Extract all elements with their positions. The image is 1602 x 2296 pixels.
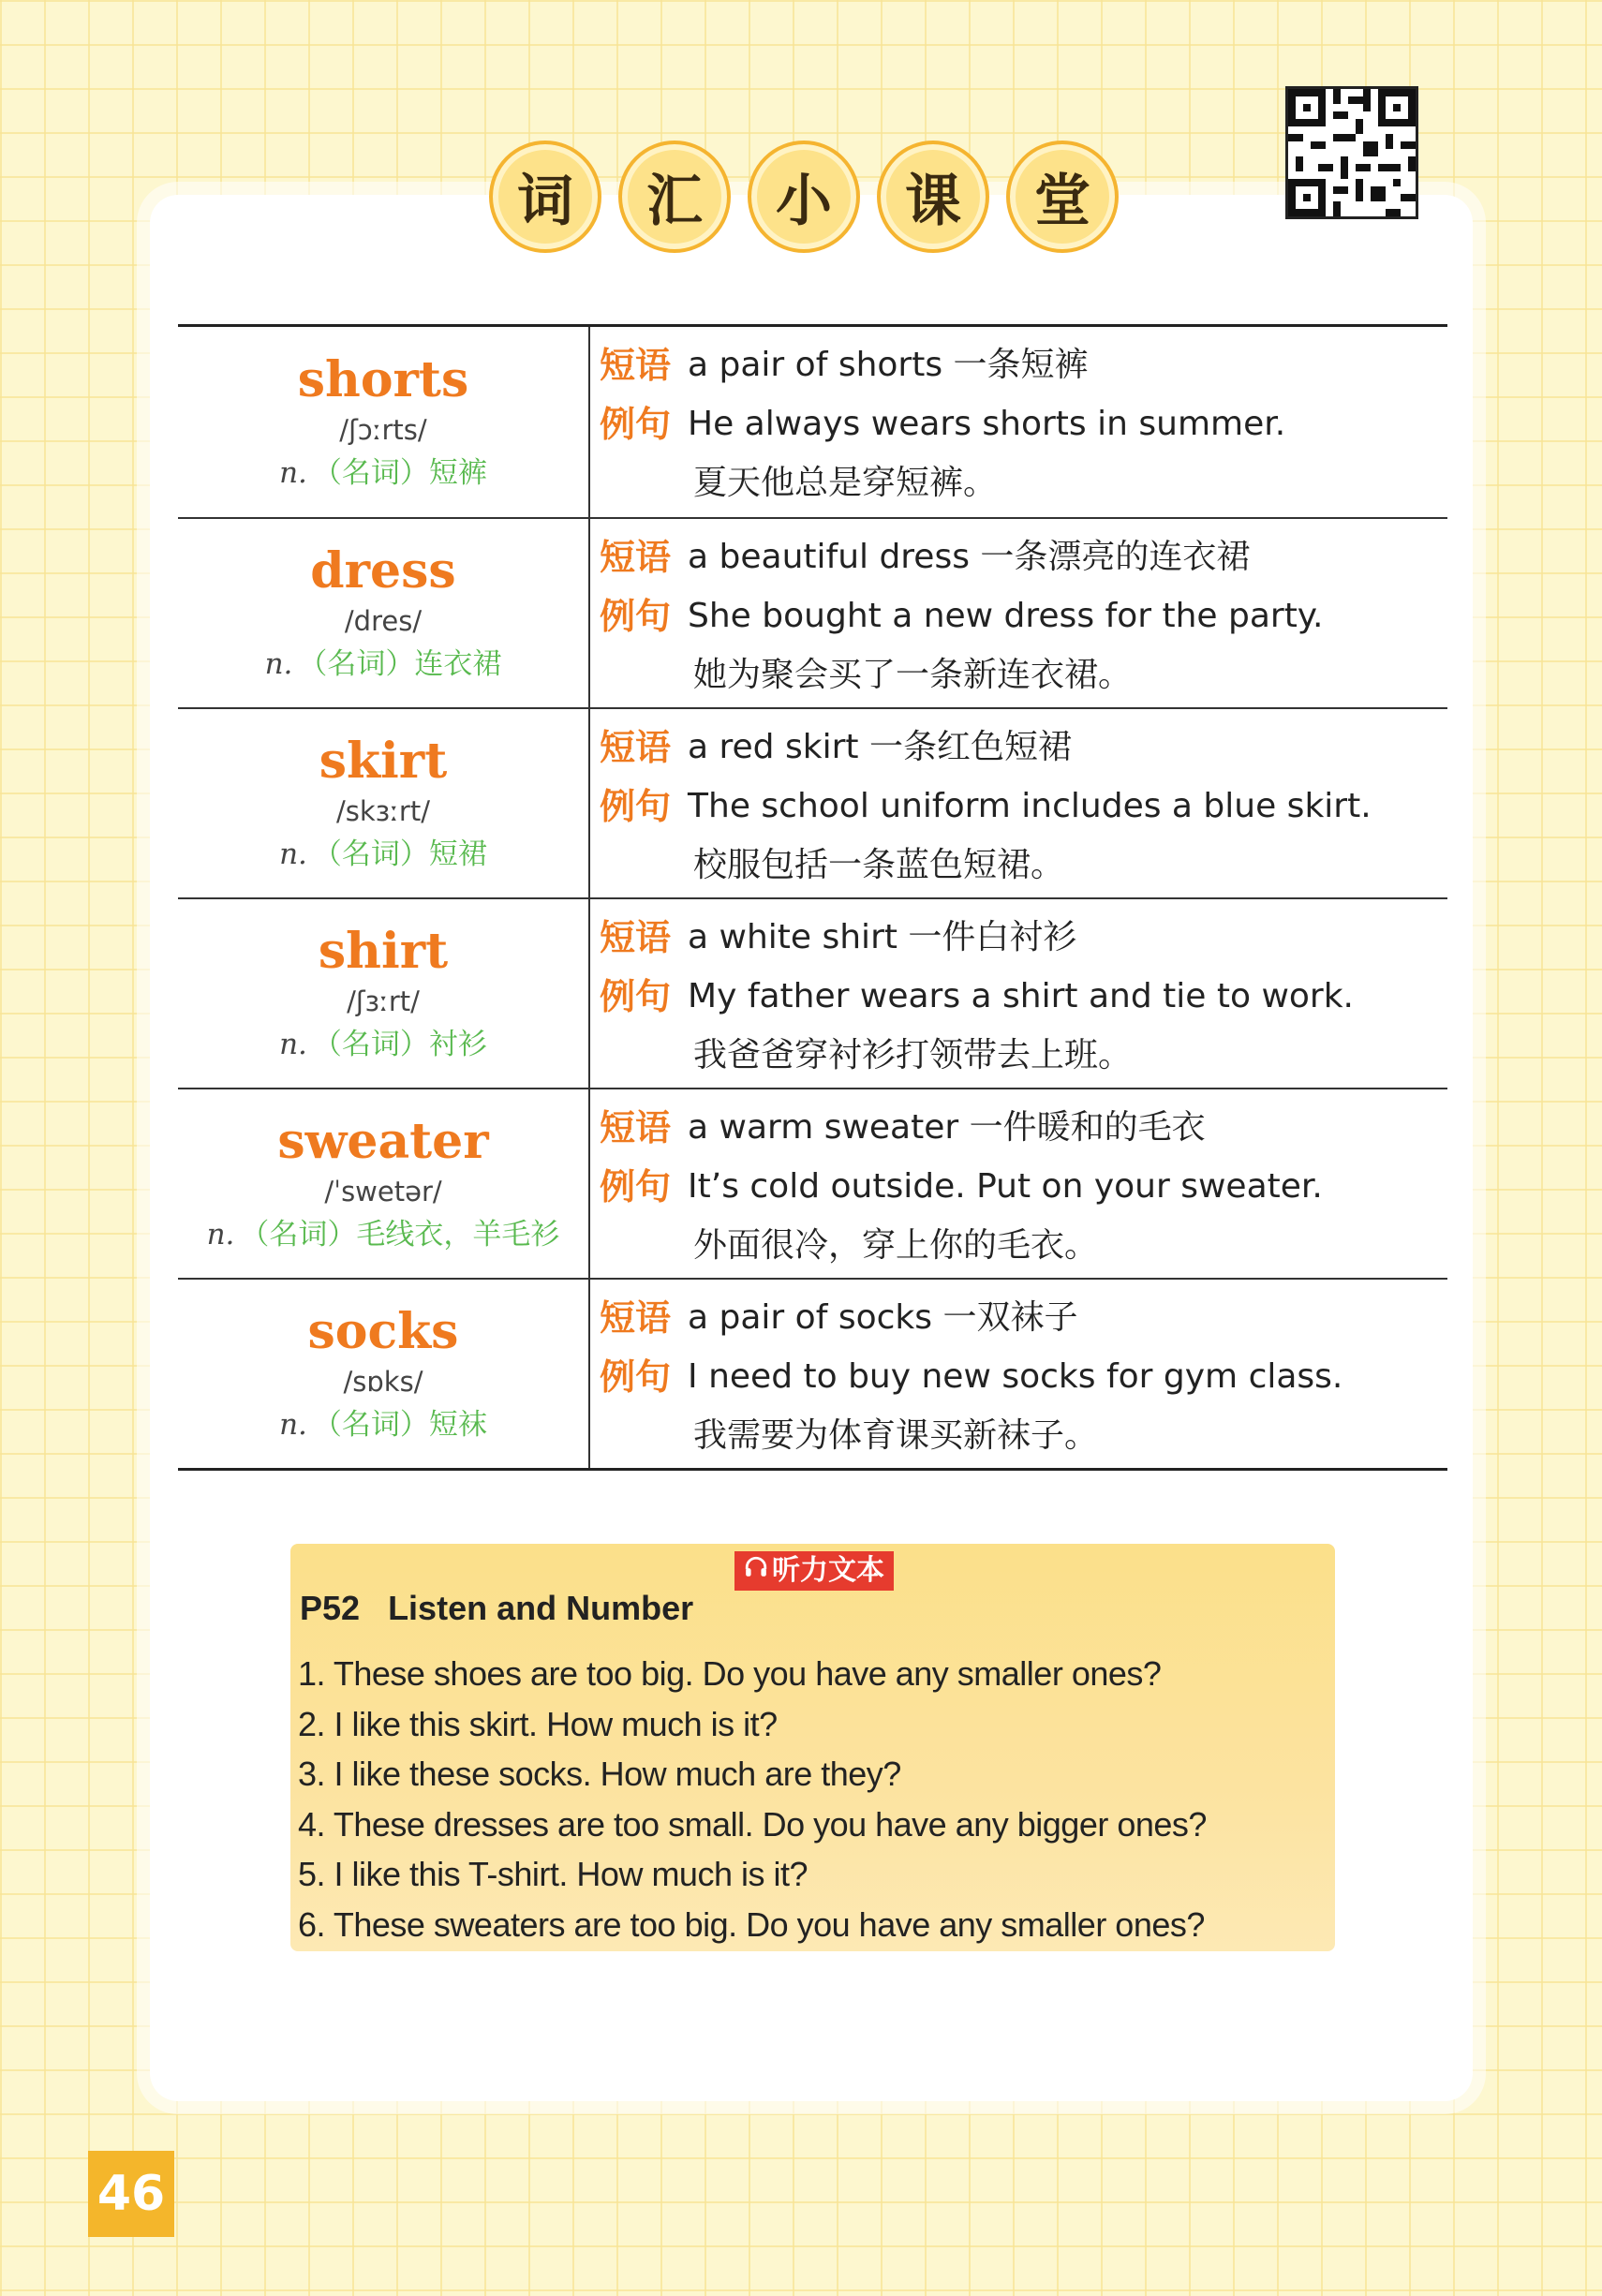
qr-code-icon[interactable] bbox=[1285, 86, 1418, 219]
vocab-entry bbox=[178, 517, 1447, 707]
example-tag: 例句 bbox=[600, 1356, 672, 1398]
title-char: 堂 bbox=[1006, 141, 1119, 253]
phonetic: /sɒks/ bbox=[343, 1366, 423, 1399]
example-en: My father wears a shirt and tie to work. bbox=[688, 977, 1354, 1015]
usage-cell bbox=[590, 519, 1447, 707]
phrase: a pair of socks 一双袜子 bbox=[688, 1298, 1078, 1337]
example-cn: 她为聚会买了一条新连衣裙。 bbox=[693, 656, 1133, 694]
example-en: It’s cold outside. Put on your sweater. bbox=[688, 1167, 1323, 1206]
phrase: a pair of shorts 一条短裤 bbox=[688, 346, 1089, 384]
pos-abbr: n. bbox=[279, 1408, 307, 1443]
part-of-speech bbox=[279, 836, 487, 873]
word: sweater bbox=[277, 1112, 489, 1170]
word: skirt bbox=[319, 732, 448, 790]
meaning: （名词）毛线衣，羊毛衫 bbox=[240, 1218, 560, 1252]
pos-abbr: n. bbox=[279, 837, 307, 872]
word: shirt bbox=[318, 922, 449, 980]
example-tag: 例句 bbox=[600, 786, 672, 827]
listening-line: 6. These sweaters are too big. Do you have any smaller ones? bbox=[298, 1904, 1205, 1944]
phrase-tag: 短语 bbox=[600, 727, 672, 768]
word-cell bbox=[178, 709, 590, 897]
listening-line: 3. I like these socks. How much are they? bbox=[298, 1755, 901, 1793]
example-cn: 夏天他总是穿短裤。 bbox=[693, 464, 998, 502]
phonetic: /dres/ bbox=[344, 605, 423, 638]
listening-heading bbox=[300, 1589, 693, 1628]
phonetic: /ˈswetər/ bbox=[324, 1176, 442, 1208]
part-of-speech bbox=[207, 1216, 560, 1253]
word-cell bbox=[178, 327, 590, 517]
title-char: 课 bbox=[877, 141, 989, 253]
phrase: a red skirt 一条红色短裙 bbox=[688, 728, 1072, 766]
pos-abbr: n. bbox=[279, 1028, 307, 1062]
usage-cell bbox=[590, 709, 1447, 897]
example-tag: 例句 bbox=[600, 404, 672, 445]
example-en: He always wears shorts in summer. bbox=[688, 405, 1286, 443]
pos-abbr: n. bbox=[279, 456, 307, 491]
phrase: a white shirt 一件白衬衫 bbox=[688, 918, 1077, 956]
example-cn: 我爸爸穿衬衫打领带去上班。 bbox=[693, 1036, 1133, 1074]
word-cell bbox=[178, 1089, 590, 1278]
example-cn: 外面很冷，穿上你的毛衣。 bbox=[693, 1226, 1099, 1265]
listening-line: 4. These dresses are too small. Do you have any bigger ones? bbox=[298, 1804, 1207, 1844]
heading-text: Listen and Number bbox=[388, 1589, 694, 1627]
page-ref: P52 bbox=[300, 1589, 361, 1627]
title-char: 汇 bbox=[618, 141, 731, 253]
word-cell bbox=[178, 519, 590, 707]
vocabulary-table bbox=[178, 324, 1447, 1471]
pos-abbr: n. bbox=[264, 647, 293, 682]
example-cn: 我需要为体育课买新袜子。 bbox=[693, 1416, 1099, 1455]
phrase: a warm sweater 一件暖和的毛衣 bbox=[688, 1108, 1206, 1147]
phonetic: /ʃɔːrts/ bbox=[339, 414, 427, 447]
badge-label: 听力文本 bbox=[772, 1554, 884, 1587]
phrase-tag: 短语 bbox=[600, 1107, 672, 1148]
meaning: （名词）短袜 bbox=[312, 1408, 487, 1443]
part-of-speech bbox=[279, 1406, 487, 1444]
page-title bbox=[489, 141, 1119, 253]
listening-lines bbox=[298, 1649, 1207, 1949]
meaning: （名词）短裙 bbox=[312, 837, 487, 872]
example-en: She bought a new dress for the party. bbox=[688, 597, 1324, 635]
phrase: a beautiful dress 一条漂亮的连衣裙 bbox=[688, 538, 1251, 576]
listening-line: 5. I like this T-shirt. How much is it? bbox=[298, 1855, 808, 1893]
phonetic: /ʃɜːrt/ bbox=[347, 985, 420, 1018]
vocab-entry bbox=[178, 897, 1447, 1088]
vocab-entry bbox=[178, 707, 1447, 897]
word-cell bbox=[178, 1280, 590, 1468]
usage-cell bbox=[590, 899, 1447, 1088]
vocab-entry bbox=[178, 1088, 1447, 1278]
usage-cell bbox=[590, 1280, 1447, 1468]
meaning: （名词）连衣裙 bbox=[298, 647, 502, 682]
example-tag: 例句 bbox=[600, 976, 672, 1017]
headphones-icon bbox=[744, 1551, 768, 1591]
phrase-tag: 短语 bbox=[600, 345, 672, 386]
part-of-speech bbox=[279, 1026, 487, 1063]
phonetic: /skɜːrt/ bbox=[336, 795, 430, 828]
part-of-speech bbox=[279, 454, 487, 492]
pos-abbr: n. bbox=[206, 1218, 235, 1252]
example-cn: 校服包括一条蓝色短裙。 bbox=[693, 846, 1065, 884]
page-number: 46 bbox=[88, 2151, 174, 2237]
part-of-speech bbox=[265, 645, 502, 683]
listening-script-box bbox=[290, 1544, 1335, 1951]
word: dress bbox=[310, 541, 456, 600]
meaning: （名词）衬衫 bbox=[312, 1028, 487, 1062]
example-tag: 例句 bbox=[600, 596, 672, 637]
title-char: 小 bbox=[748, 141, 860, 253]
word-cell bbox=[178, 899, 590, 1088]
word: socks bbox=[307, 1302, 459, 1360]
vocab-entry bbox=[178, 327, 1447, 517]
example-tag: 例句 bbox=[600, 1166, 672, 1207]
title-char: 词 bbox=[489, 141, 601, 253]
listening-line: 1. These shoes are too big. Do you have any smaller ones? bbox=[298, 1654, 1162, 1693]
usage-cell bbox=[590, 327, 1447, 517]
listening-badge bbox=[734, 1551, 894, 1591]
phrase-tag: 短语 bbox=[600, 537, 672, 578]
usage-cell bbox=[590, 1089, 1447, 1278]
phrase-tag: 短语 bbox=[600, 917, 672, 958]
vocab-entry bbox=[178, 1278, 1447, 1468]
word: shorts bbox=[297, 350, 469, 408]
phrase-tag: 短语 bbox=[600, 1297, 672, 1339]
listening-line: 2. I like this skirt. How much is it? bbox=[298, 1704, 778, 1743]
example-en: I need to buy new socks for gym class. bbox=[688, 1357, 1343, 1396]
example-en: The school uniform includes a blue skirt. bbox=[688, 787, 1372, 825]
meaning: （名词）短裤 bbox=[312, 456, 487, 491]
